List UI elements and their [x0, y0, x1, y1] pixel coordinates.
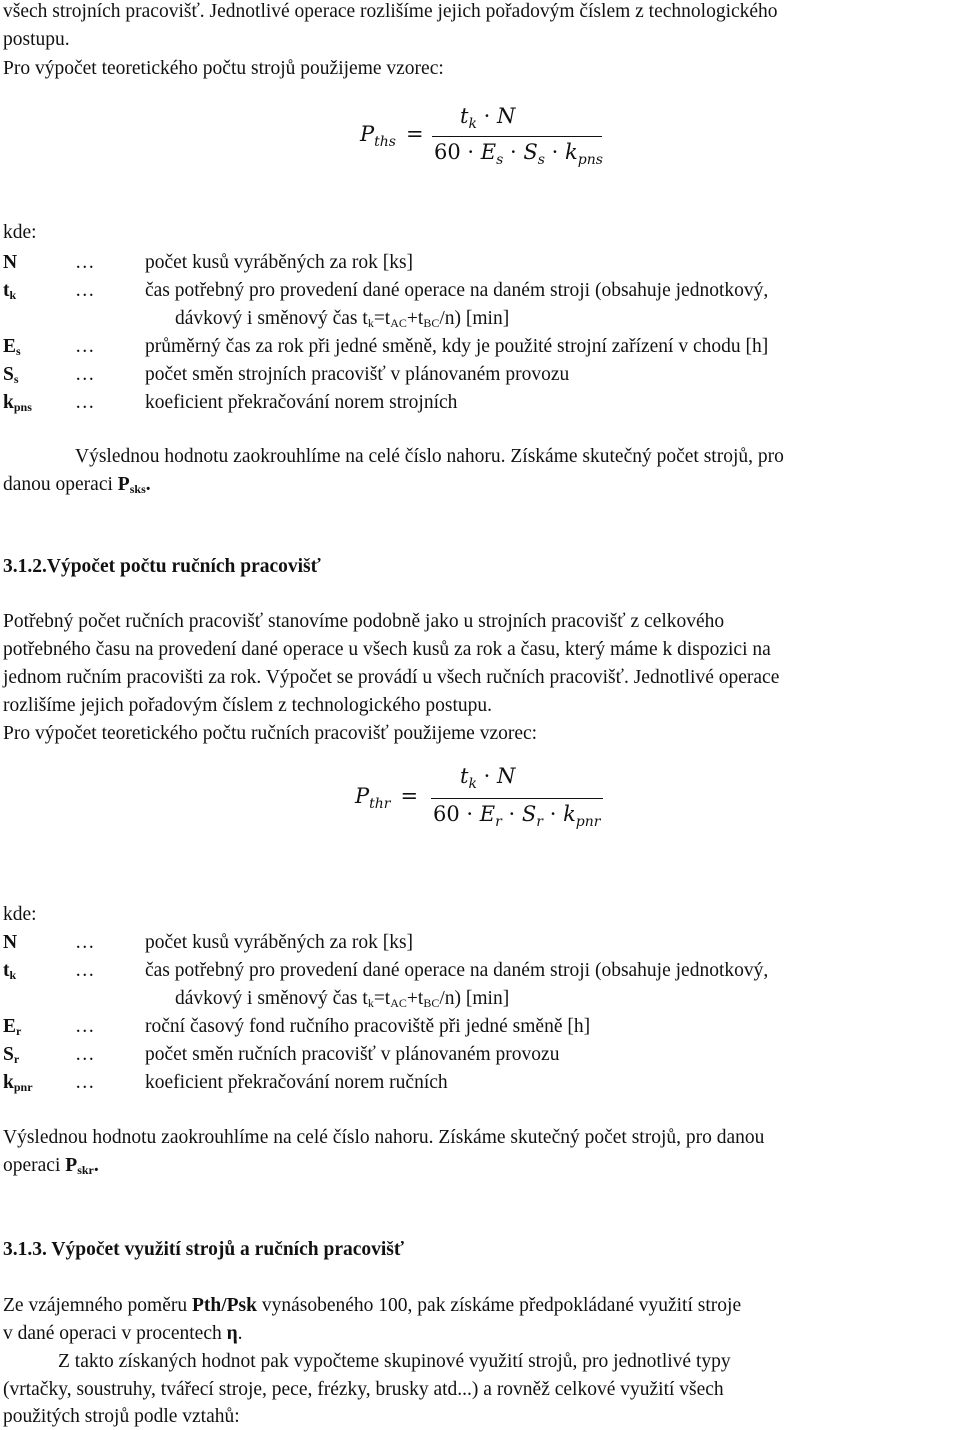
definition-ss: počet směn strojních pracovišť v plánovaném provozu: [145, 364, 570, 385]
paragraph-line: jednom ručním pracovišti za rok. Výpočet se provádí u všech ručních pracovišť. Jednotlivé operace: [3, 667, 780, 688]
definition-er: roční časový fond ručního pracoviště při jedné směně [h]: [145, 1016, 591, 1037]
definition-sr: počet směn ručních pracovišť v plánovaném provozu: [145, 1044, 560, 1065]
fraction-bar: [431, 798, 603, 799]
symbol-er: $E_r$: [3, 1016, 22, 1038]
ellipsis: …: [75, 1044, 95, 1065]
paragraph-line: Z takto získaných hodnot pak vypočteme skupinové využití strojů, pro jednotlivé typy: [58, 1351, 731, 1372]
formula-manual: [355, 760, 625, 840]
symbol-ss: $S_s$: [3, 364, 19, 386]
symbol-n: N: [3, 932, 18, 953]
paragraph-line: použitých strojů podle vztahů:: [3, 1406, 240, 1427]
section-heading: 3.1.2.Výpočet počtu ručních pracovišť: [3, 556, 321, 577]
paragraph-line: Výslednou hodnotu zaokrouhlíme na celé číslo nahoru. Získáme skutečný počet strojů, pro: [75, 446, 784, 467]
definition-n: počet kusů vyráběných za rok [ks]: [145, 252, 414, 273]
ellipsis: …: [75, 280, 95, 301]
ellipsis: …: [75, 392, 95, 413]
paragraph-line: danou operaci $P_{sks}$.: [3, 474, 151, 496]
paragraph-line: Potřebný počet ručních pracovišť stanovíme podobně jako u strojních pracovišť z celkového: [3, 611, 725, 632]
symbol-es: $E_s$: [3, 336, 21, 358]
formula-machines: [360, 100, 620, 180]
ellipsis: …: [75, 932, 95, 953]
formula-intro: Pro výpočet teoretického počtu ručních pracovišť použijeme vzorec:: [3, 723, 538, 744]
formula-numerator: $t_k \cdot N$: [460, 764, 516, 792]
formula-lhs: $P_{thr}$ =: [355, 784, 419, 812]
symbol-kpns: $k_{pns}$: [3, 392, 32, 414]
symbol-n: N: [3, 252, 18, 273]
definition-kpns: koeficient překračování norem strojních: [145, 392, 458, 413]
definition-tk-cont: dávkový i směnový čas $t_k=t_{AC}+t_{BC}/n$) [min]: [175, 988, 510, 1010]
paragraph-line: operaci $P_{skr}$.: [3, 1155, 99, 1177]
definition-tk: čas potřebný pro provedení dané operace na daném stroji (obsahuje jednotkový,: [145, 280, 769, 301]
definition-tk-cont: dávkový i směnový čas $t_k=t_{AC}+t_{BC}/n$) [min]: [175, 308, 510, 330]
ellipsis: …: [75, 1016, 95, 1037]
formula-denominator: $60 \cdot E_r \cdot S_r \cdot k_{pnr}$: [433, 802, 601, 830]
kde-label: kde:: [3, 904, 37, 925]
ellipsis: …: [75, 364, 95, 385]
paragraph-line: (vrtačky, soustruhy, tvářecí stroje, pece, frézky, brusky atd...) a rovněž celkové využití všech: [3, 1379, 724, 1400]
paragraph-line: postupu.: [3, 29, 70, 50]
definition-es: průměrný čas za rok při jedné směně, kdy je použité strojní zařízení v chodu [h]: [145, 336, 769, 357]
paragraph-line: potřebného času na provedení dané operace u všech kusů za rok a času, který máme k dispozici na: [3, 639, 771, 660]
symbol-kpnr: $k_{pnr}$: [3, 1072, 33, 1094]
symbol-sr: $S_r$: [3, 1044, 20, 1066]
fraction-bar: [432, 136, 602, 137]
symbol-tk: $t_k$: [3, 280, 17, 302]
definition-tk: čas potřebný pro provedení dané operace na daném stroji (obsahuje jednotkový,: [145, 960, 769, 981]
formula-denominator: $60 \cdot E_s \cdot S_s \cdot k_{pns}$: [434, 140, 603, 168]
formula-intro: Pro výpočet teoretického počtu strojů použijeme vzorec:: [3, 58, 444, 79]
paragraph-line: rozlišíme jejich pořadovým číslem z technologického postupu.: [3, 695, 493, 716]
section-heading: 3.1.3. Výpočet využití strojů a ručních pracovišť: [3, 1239, 405, 1260]
paragraph-line: všech strojních pracovišť. Jednotlivé operace rozlišíme jejich pořadovým číslem z technologického: [3, 1, 778, 22]
symbol-tk: $t_k$: [3, 960, 17, 982]
paragraph-line: Výslednou hodnotu zaokrouhlíme na celé číslo nahoru. Získáme skutečný počet strojů, pro danou: [3, 1127, 765, 1148]
paragraph-line: Ze vzájemného poměru Pth/Psk vynásobeného 100, pak získáme předpokládané využití stroje: [3, 1295, 742, 1316]
definition-n: počet kusů vyráběných za rok [ks]: [145, 932, 414, 953]
formula-numerator: $t_k \cdot N$: [460, 104, 516, 132]
definition-kpnr: koeficient překračování norem ručních: [145, 1072, 448, 1093]
paragraph-line: v dané operaci v procentech η.: [3, 1323, 243, 1344]
ellipsis: …: [75, 252, 95, 273]
ellipsis: …: [75, 960, 95, 981]
formula-lhs: $P_{ths}$ =: [360, 122, 424, 150]
ellipsis: …: [75, 1072, 95, 1093]
kde-label: kde:: [3, 222, 37, 243]
ellipsis: …: [75, 336, 95, 357]
